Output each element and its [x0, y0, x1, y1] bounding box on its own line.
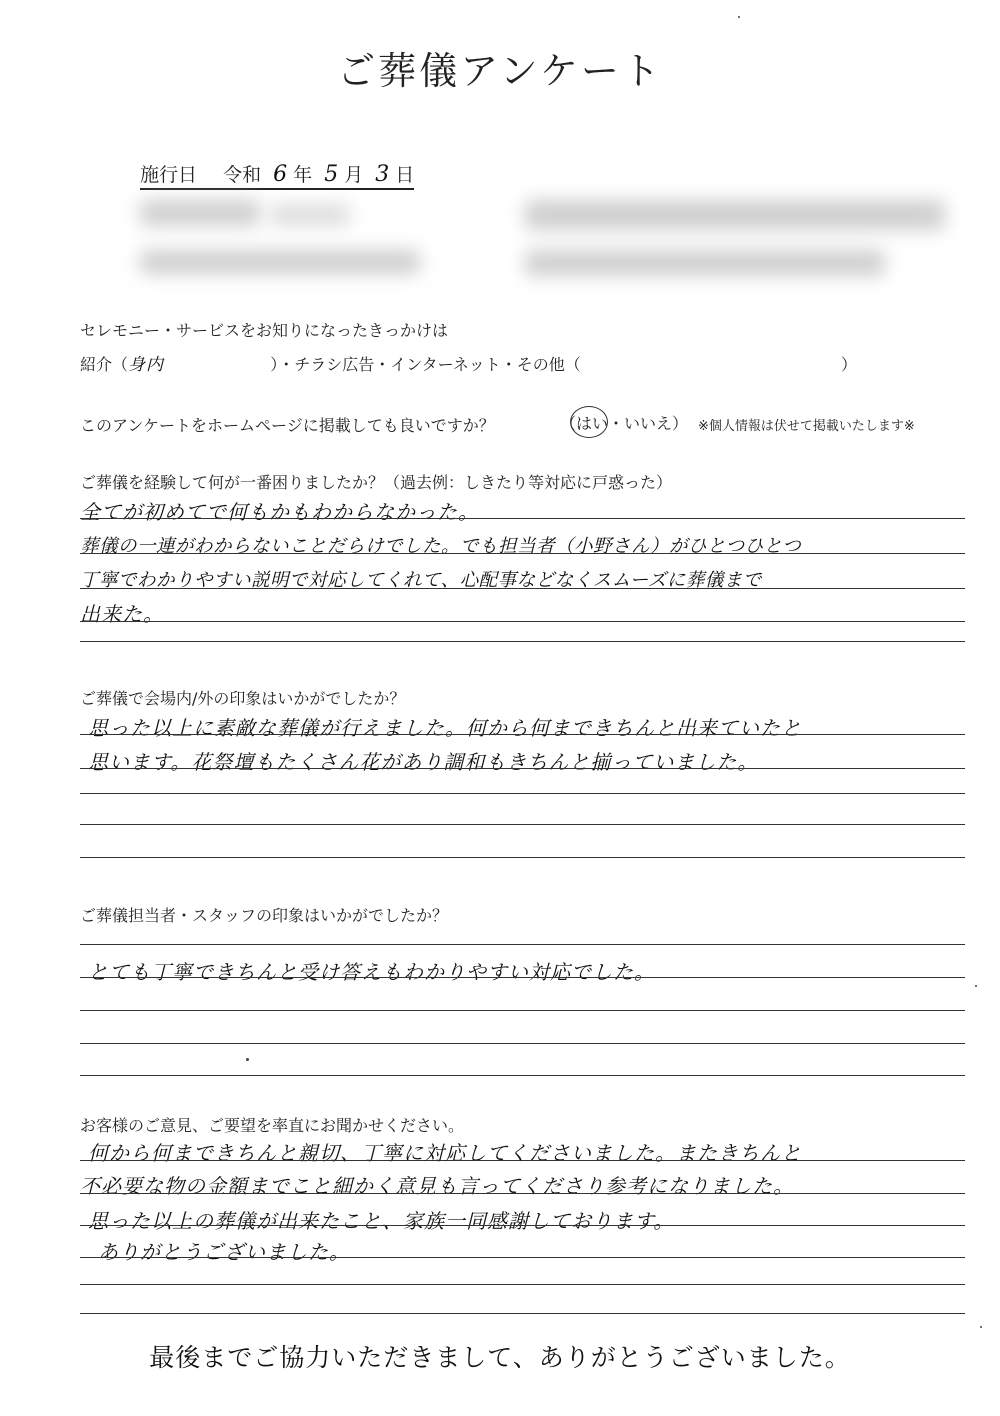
q1-intro-note: 身内: [128, 355, 165, 375]
date-label: 施行日: [140, 164, 198, 186]
q3-line-3: [80, 588, 965, 589]
q5-line-3: [80, 1010, 965, 1011]
q6-line-5: [80, 1284, 965, 1285]
ceremony-date: [140, 160, 414, 187]
q4-answer-line-2: 思います。花祭壇もたくさん花があり調和もきちんと揃っていました。: [88, 750, 759, 774]
q6-line-2: [80, 1193, 965, 1194]
date-month-unit: 月: [344, 164, 364, 186]
q3-answer-line-1: 全てが初めてで何もかもわからなかった。: [80, 500, 479, 524]
redacted-name-left-2: [270, 204, 350, 226]
q1-options: [80, 350, 960, 375]
date-month-value: 5: [324, 162, 339, 187]
date-day-value: 3: [375, 162, 390, 187]
q1-option-intro: 紹介（: [80, 355, 129, 374]
q2-choice-sep: ・いいえ）: [608, 414, 689, 433]
q2-choice-open: （: [560, 414, 577, 433]
q6-answer-line-1: 何から何まできちんと親切、丁寧に対応してくださいました。またきちんと: [88, 1141, 802, 1165]
q5-line-2: [80, 977, 965, 978]
q4-question: ご葬儀で会場内/外の印象はいかがでしたか？: [80, 689, 406, 708]
q3-line-5: [80, 641, 965, 642]
q5-question: ご葬儀担当者・スタッフの印象はいかがでしたか？: [80, 906, 449, 925]
q4-line-4: [80, 824, 965, 825]
q6-answer-line-4: ありがとうございました。: [98, 1240, 350, 1264]
redacted-address-left: [140, 250, 420, 274]
q6-line-1: [80, 1160, 965, 1161]
q6-line-6: [80, 1313, 965, 1314]
q6-question: お客様のご意見、ご要望を率直にお聞かせください。: [80, 1116, 465, 1135]
q4-line-2: [80, 768, 965, 769]
q2-note: ※個人情報は伏せて掲載いたします※: [698, 419, 915, 434]
q1-option-close: ）: [840, 355, 857, 374]
q6-answer-line-3: 思った以上の葬儀が出来たこと、家族一同感謝しております。: [88, 1209, 675, 1233]
redacted-name-right: [525, 200, 945, 230]
q6-line-4: [80, 1257, 965, 1258]
q3-answer-line-2: 葬儀の一連がわからないことだらけでした。でも担当者（小野さん）がひとつひとつ: [80, 536, 802, 557]
q6-line-3: [80, 1225, 965, 1226]
date-era: 令和: [223, 164, 262, 186]
q5-line-4: [80, 1043, 965, 1044]
q3-answer-line-4: 出来た。: [80, 602, 164, 626]
q5-line-1: [80, 944, 965, 945]
redacted-name-left: [140, 200, 260, 226]
q3-answer-line-3: 丁寧でわかりやすい説明で対応してくれて、心配事などなくスムーズに葬儀まで: [80, 570, 762, 591]
q6-answer-line-2: 不必要な物の金額までこと細かく意見も言ってくださり参考になりました。: [80, 1174, 794, 1198]
q4-line-5: [80, 857, 965, 858]
q2-choice-yes: はい: [576, 414, 609, 433]
redacted-address-right: [525, 250, 885, 276]
q5-line-5: [80, 1075, 965, 1076]
date-day-unit: 日: [395, 164, 415, 186]
closing-message: 最後までご協力いただきまして、ありがとうございました。: [149, 1343, 851, 1372]
q1-option-rest: ）・チラシ広告・インターネット・その他（: [270, 355, 581, 374]
q3-question: ご葬儀を経験して何が一番困りましたか？（過去例：しきたり等対応に戸惑った）: [80, 473, 673, 492]
scan-speck-1: [738, 16, 740, 18]
q3-line-4: [80, 621, 965, 622]
q2-yes-circle: [570, 406, 608, 438]
date-year-unit: 年: [293, 164, 313, 186]
q4-line-1: [80, 734, 965, 735]
date-year-value: 6: [273, 162, 288, 187]
q1-question: セレモニー・サービスをお知りになったきっかけは: [80, 321, 449, 340]
q3-line-2: [80, 553, 965, 554]
scan-speck-3: [980, 1326, 982, 1328]
q5-answer-line-1: とても丁寧できちんと受け答えもわかりやすい対応でした。: [88, 960, 655, 984]
stray-mark: [246, 1058, 249, 1061]
scan-speck-2: [975, 985, 977, 987]
q4-answer-line-1: 思った以上に素敵な葬儀が行えました。何から何まできちんと出来ていたと: [88, 716, 802, 740]
q2-question: このアンケートをホームページに掲載しても良いですか？: [80, 416, 495, 435]
q3-line-1: [80, 518, 965, 519]
page-title: ご葬儀アンケート: [337, 49, 663, 93]
q4-line-3: [80, 793, 965, 794]
